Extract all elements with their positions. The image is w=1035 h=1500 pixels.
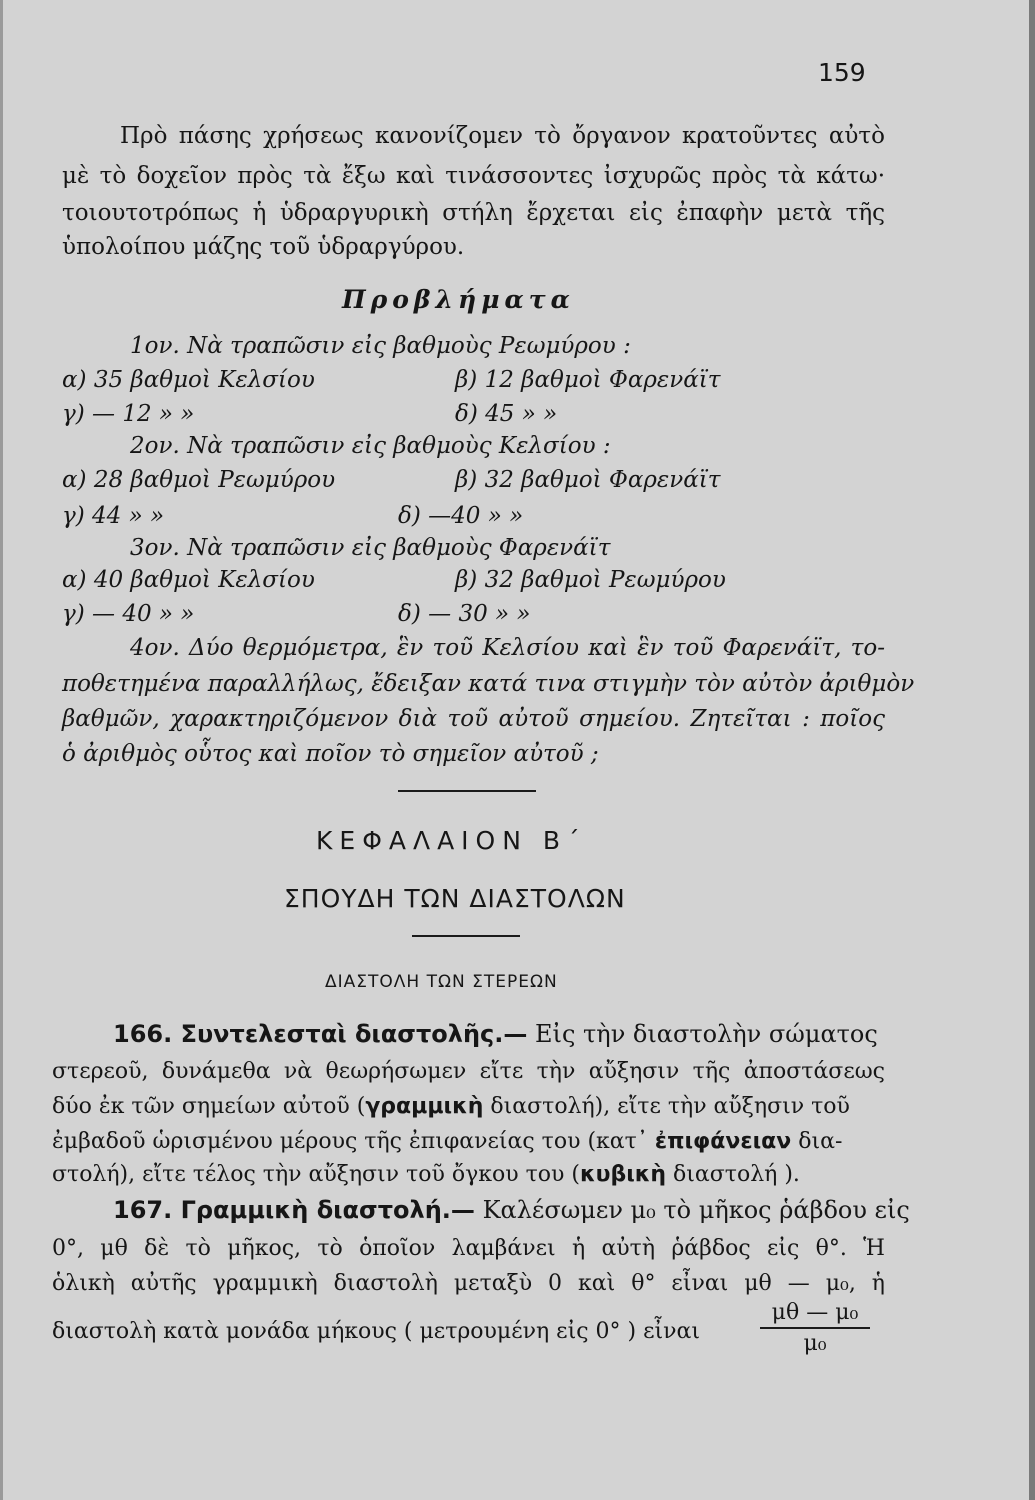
divider-rule-2 <box>412 935 520 937</box>
section-166-line-5-a: στολή), εἴτε τέλος τὴν αὔξησιν τοῦ ὄγκου του ( <box>52 1162 580 1187</box>
problem-2-a: α) 28 βαθμοὶ Ρεωμύρου <box>62 467 336 493</box>
problem-1-d: δ) 45 » » <box>455 401 558 427</box>
chapter-label: ΚΕΦΑΛΑΙΟΝ Β΄ <box>316 826 587 855</box>
intro-line-3: τοιουτοτρόπως ἡ ὑδραργυρικὴ στήλη ἔρχεται εἰς ἐπαφὴν μετὰ τῆς <box>62 200 885 226</box>
section-166-line-5-c: διαστολή ). <box>666 1162 800 1187</box>
problem-3-d: δ) — 30 » » <box>398 601 531 627</box>
problem-1-a: α) 35 βαθμοὶ Κελσίου <box>62 367 315 393</box>
section-166-line-4 <box>52 1128 885 1156</box>
problem-4-line-2: ποθετημένα παραλλήλως, ἔδειξαν κατά τινα στιγμὴν τὸν αὐτὸν ἀριθμὸν <box>62 671 915 697</box>
intro-line-2: μὲ τὸ δοχεῖον πρὸς τὰ ἔξω καὶ τινάσσοντες ἰσχυρῶς πρὸς τὰ κάτω· <box>62 163 885 189</box>
section-167-line-3: ὁλικὴ αὐτῆς γραμμικὴ διαστολὴ μεταξὺ 0 καὶ θ° εἶναι μθ — μ₀, ἡ <box>52 1271 885 1296</box>
chapter-title: ΣΠΟΥΔΗ ΤΩΝ ΔΙΑΣΤΟΛΩΝ <box>284 884 626 913</box>
section-166-heading-line <box>113 1020 878 1048</box>
problem-1-c: γ) — 12 » » <box>62 401 195 427</box>
section-subtitle: ΔΙΑΣΤΟΛΗ ΤΩΝ ΣΤΕΡΕΩΝ <box>325 972 558 992</box>
problems-heading: Προβλήματα <box>342 285 575 314</box>
divider-rule-1 <box>398 790 536 792</box>
section-166-line-5 <box>52 1161 800 1189</box>
page-edge-left <box>0 0 3 1500</box>
intro-line-4: ὑπολοίπου μάζης τοῦ ὑδραργύρου. <box>62 234 465 260</box>
section-166-heading: 166. Συντελεσταὶ διαστολῆς.— <box>113 1020 528 1048</box>
section-167-heading: 167. Γραμμικὴ διαστολή.— <box>113 1196 475 1224</box>
problem-2-c: γ) 44 » » <box>62 503 165 529</box>
section-166-line-3-a: δύο ἐκ τῶν σημείων αὐτοῦ ( <box>52 1094 366 1119</box>
expansion-fraction <box>760 1300 870 1356</box>
problem-2-b: β) 32 βαθμοὶ Φαρενάϊτ <box>455 467 721 493</box>
fraction-denominator: μ₀ <box>803 1331 827 1356</box>
section-166-line-3 <box>52 1093 885 1121</box>
problem-3-c: γ) — 40 » » <box>62 601 195 627</box>
problem-2-title: 2ον. Νὰ τραπῶσιν εἰς βαθμοὺς Κελσίου : <box>130 433 611 459</box>
problem-4-line-3: βαθμῶν, χαρακτηριζόμενον διὰ τοῦ αὐτοῦ σημείου. Ζητεῖται : ποῖος <box>62 706 885 732</box>
problem-3-b: β) 32 βαθμοὶ Ρεωμύρου <box>455 567 726 593</box>
problem-1-b: β) 12 βαθμοὶ Φαρενάϊτ <box>455 367 721 393</box>
section-167-heading-line <box>113 1196 910 1224</box>
term-linear: γραμμικὴ <box>365 1094 484 1119</box>
page-edge-right <box>1029 0 1035 1500</box>
term-cubic: κυβικὴ <box>579 1162 667 1187</box>
section-166-line-4-a: ἐμβαδοῦ ὡρισμένου μέρους τῆς ἐπιφανείας του (κατ᾽ <box>52 1129 655 1154</box>
page-number: 159 <box>818 58 866 87</box>
section-167-line-1: Καλέσωμεν μ₀ τὸ μῆκος ῥάβδου εἰς <box>482 1196 910 1224</box>
problem-1-title: 1ον. Νὰ τραπῶσιν εἰς βαθμοὺς Ρεωμύρου : <box>130 333 631 359</box>
problem-3-a: α) 40 βαθμοὶ Κελσίου <box>62 567 315 593</box>
problem-4-line-4: ὁ ἀριθμὸς οὗτος καὶ ποῖον τὸ σημεῖον αὐτοῦ ; <box>62 741 599 767</box>
section-166-line-4-c: δια- <box>791 1129 843 1154</box>
section-166-line-1: Εἰς τὴν διαστολὴν σώματος <box>535 1020 878 1048</box>
intro-line-1: Πρὸ πάσης χρήσεως κανονίζομεν τὸ ὄργανον κρατοῦντες αὐτὸ <box>120 123 885 149</box>
problem-2-d: δ) —40 » » <box>398 503 524 529</box>
section-166-line-2: στερεοῦ, δυνάμεθα νὰ θεωρήσωμεν εἴτε τὴν αὔξησιν τῆς ἀποστάσεως <box>52 1059 885 1084</box>
problem-3-title: 3ον. Νὰ τραπῶσιν εἰς βαθμοὺς Φαρενάϊτ <box>130 535 611 561</box>
section-166-line-3-c: διαστολή), εἴτε τὴν αὔξησιν τοῦ <box>483 1094 850 1119</box>
problem-4-line-1: 4ον. Δύο θερμόμετρα, ἓν τοῦ Κελσίου καὶ ἓν τοῦ Φαρενάϊτ, το- <box>130 635 885 661</box>
term-surface: ἐπιφάνειαν <box>654 1129 792 1154</box>
fraction-numerator: μθ — μ₀ <box>760 1300 870 1329</box>
section-167-line-2: 0°, μθ δὲ τὸ μῆκος, τὸ ὁποῖον λαμβάνει ἡ αὐτὴ ῥάβδος εἰς θ°. Ἡ <box>52 1236 885 1261</box>
section-167-line-4: διαστολὴ κατὰ μονάδα μήκους ( μετρουμένη εἰς 0° ) εἶναι <box>52 1319 700 1344</box>
